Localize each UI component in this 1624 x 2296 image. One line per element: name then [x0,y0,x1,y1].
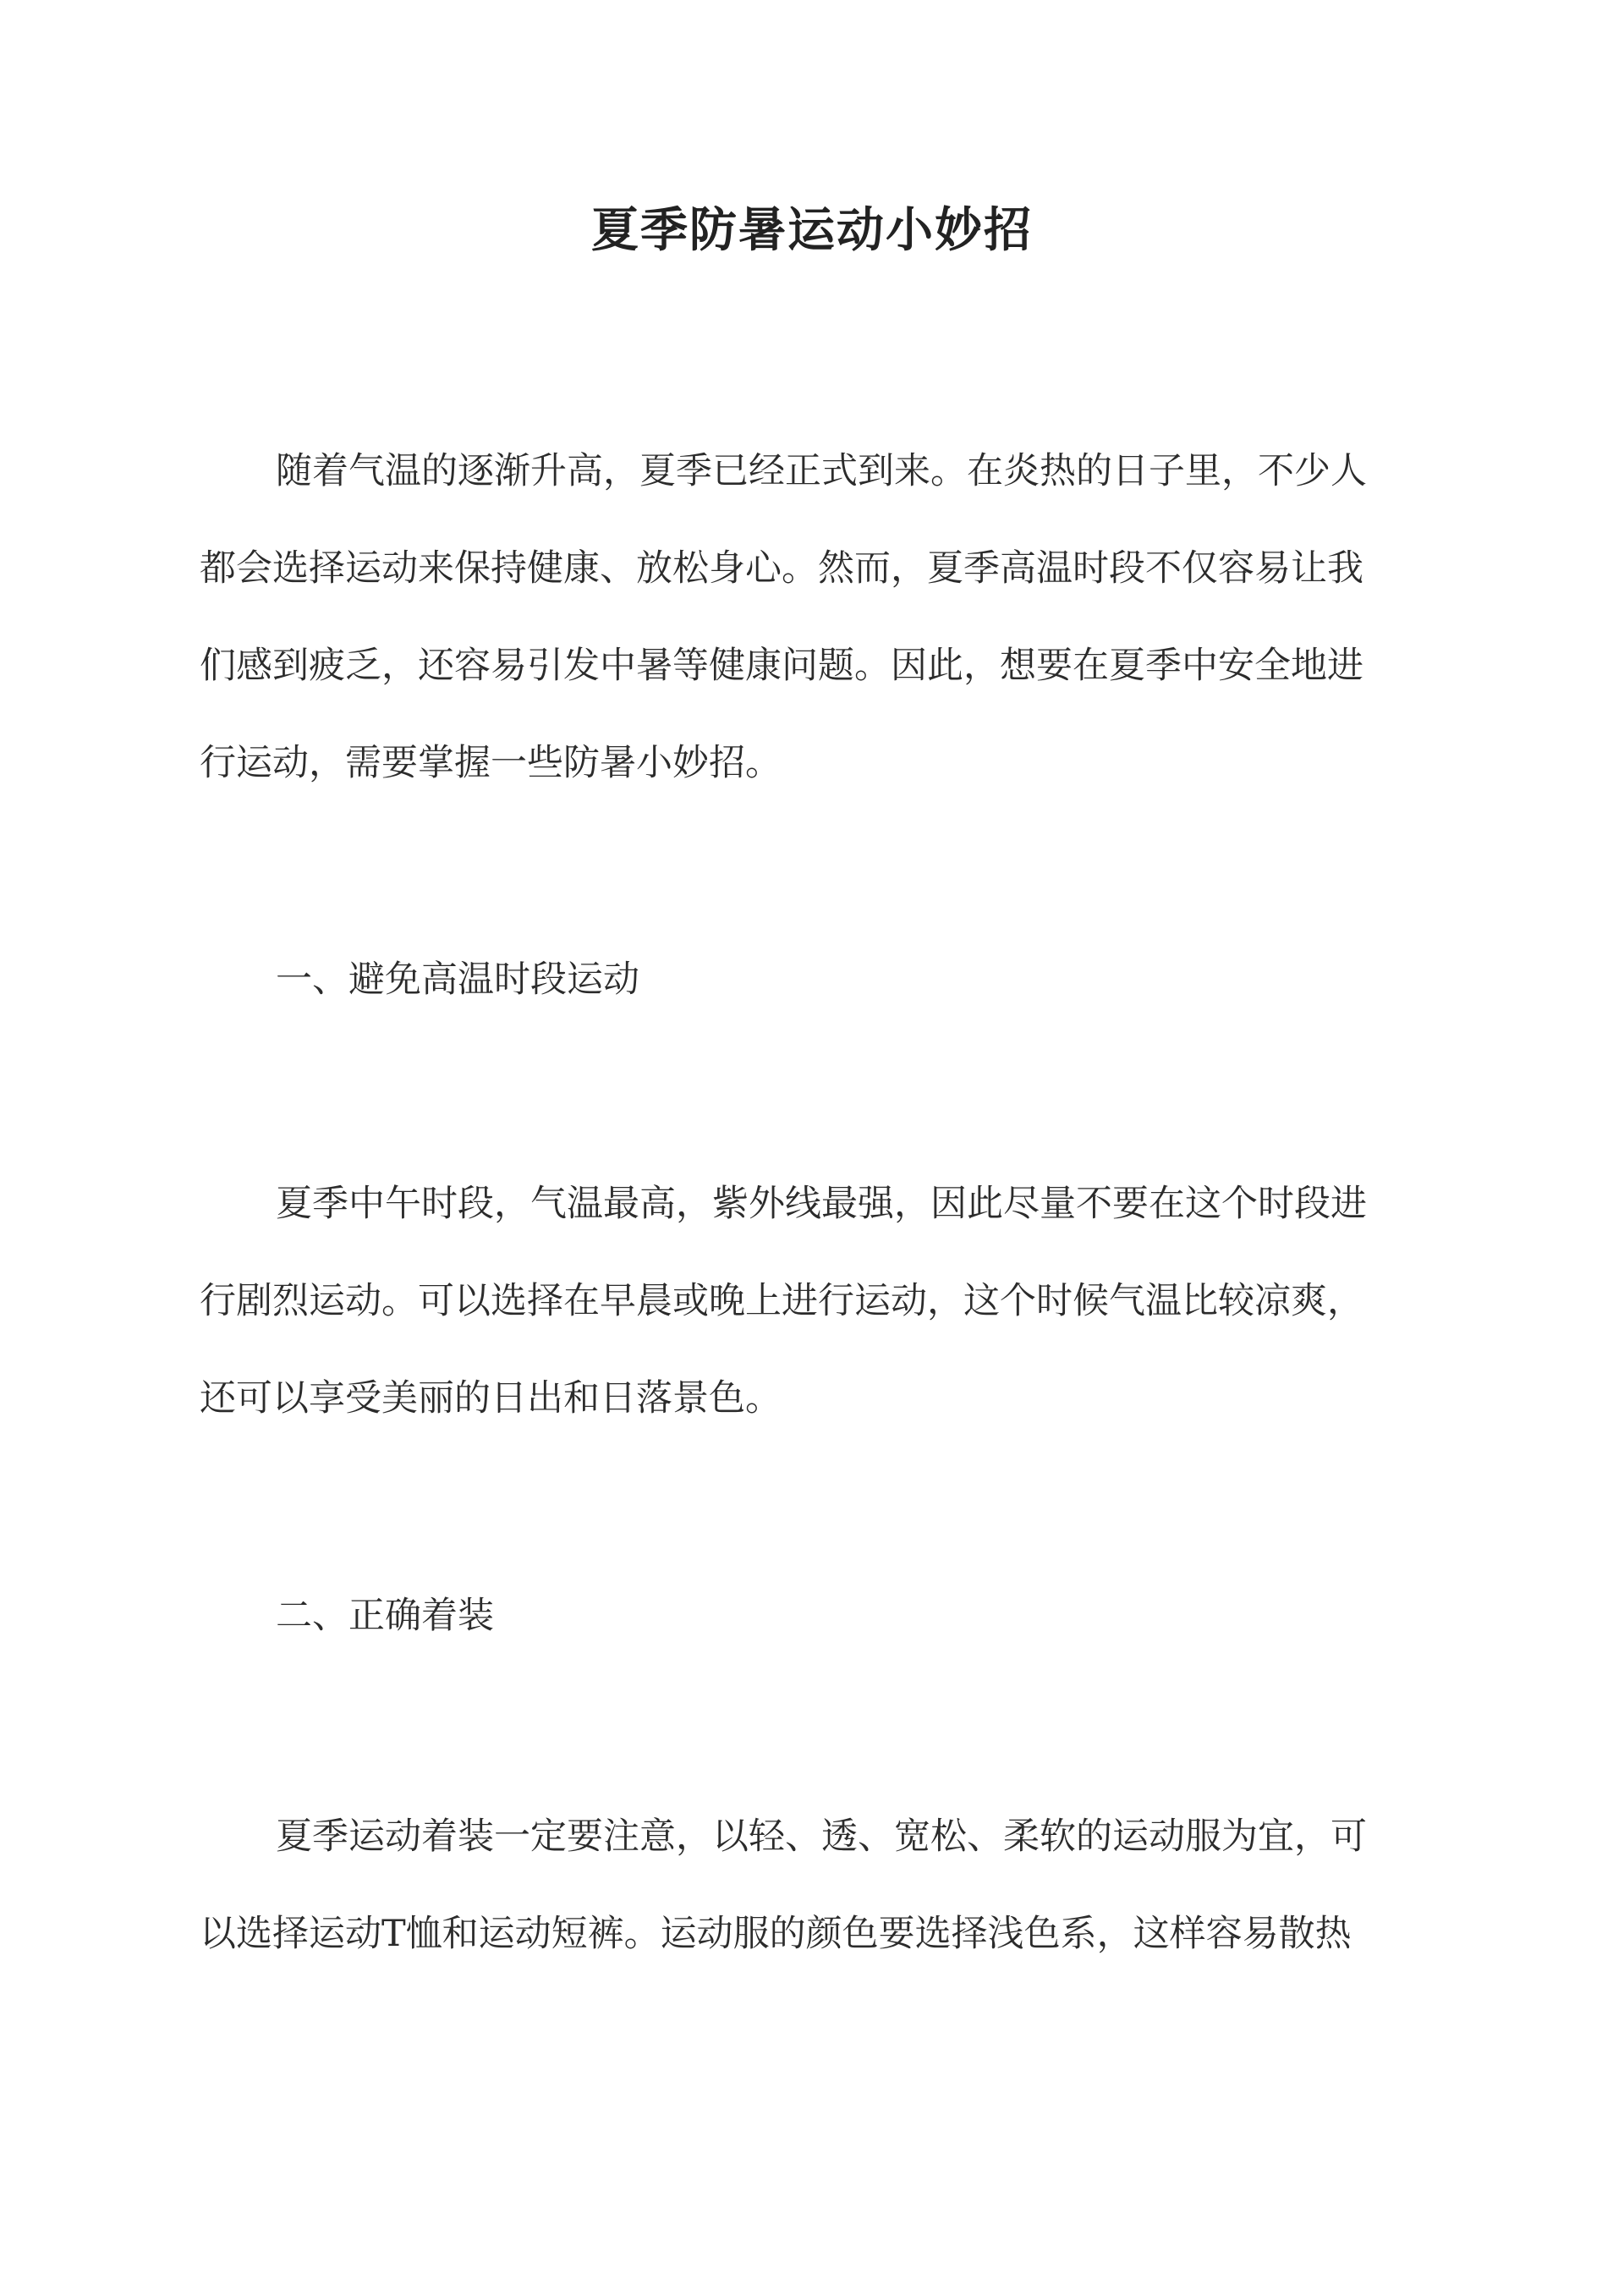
section-heading-avoid-heat: 一、避免高温时段运动 [276,958,639,1001]
paragraph-line: 们感到疲乏，还容易引发中暑等健康问题。因此，想要在夏季中安全地进 [200,645,1363,687]
paragraph-line: 以选择运动T恤和运动短裤。运动服的颜色要选择浅色系，这样容易散热 [200,1913,1352,1955]
paragraph-line: 夏季运动着装一定要注意，以轻、透、宽松、柔软的运动服为宜，可 [276,1815,1367,1858]
section-paragraph-avoid-heat [200,1156,1426,1447]
intro-paragraph [200,423,1426,812]
document-title: 夏季防暑运动小妙招 [591,202,1033,258]
paragraph-line: 行剧烈运动。可以选择在早晨或晚上进行运动，这个时候气温比较凉爽， [200,1280,1363,1322]
section-heading-clothing: 二、正确着装 [276,1595,494,1637]
section-paragraph-clothing [200,1788,1426,1983]
paragraph-line: 随着气温的逐渐升高，夏季已经正式到来。在炎热的日子里，不少人 [276,450,1367,492]
paragraph-line: 都会选择运动来保持健康、放松身心。然而，夏季高温时段不仅容易让我 [200,547,1363,590]
paragraph-line: 夏季中午时段，气温最高，紫外线最强，因此尽量不要在这个时段进 [276,1183,1367,1225]
paragraph-line: 行运动，需要掌握一些防暑小妙招。 [200,742,782,784]
paragraph-line: 还可以享受美丽的日出和日落景色。 [200,1377,782,1420]
